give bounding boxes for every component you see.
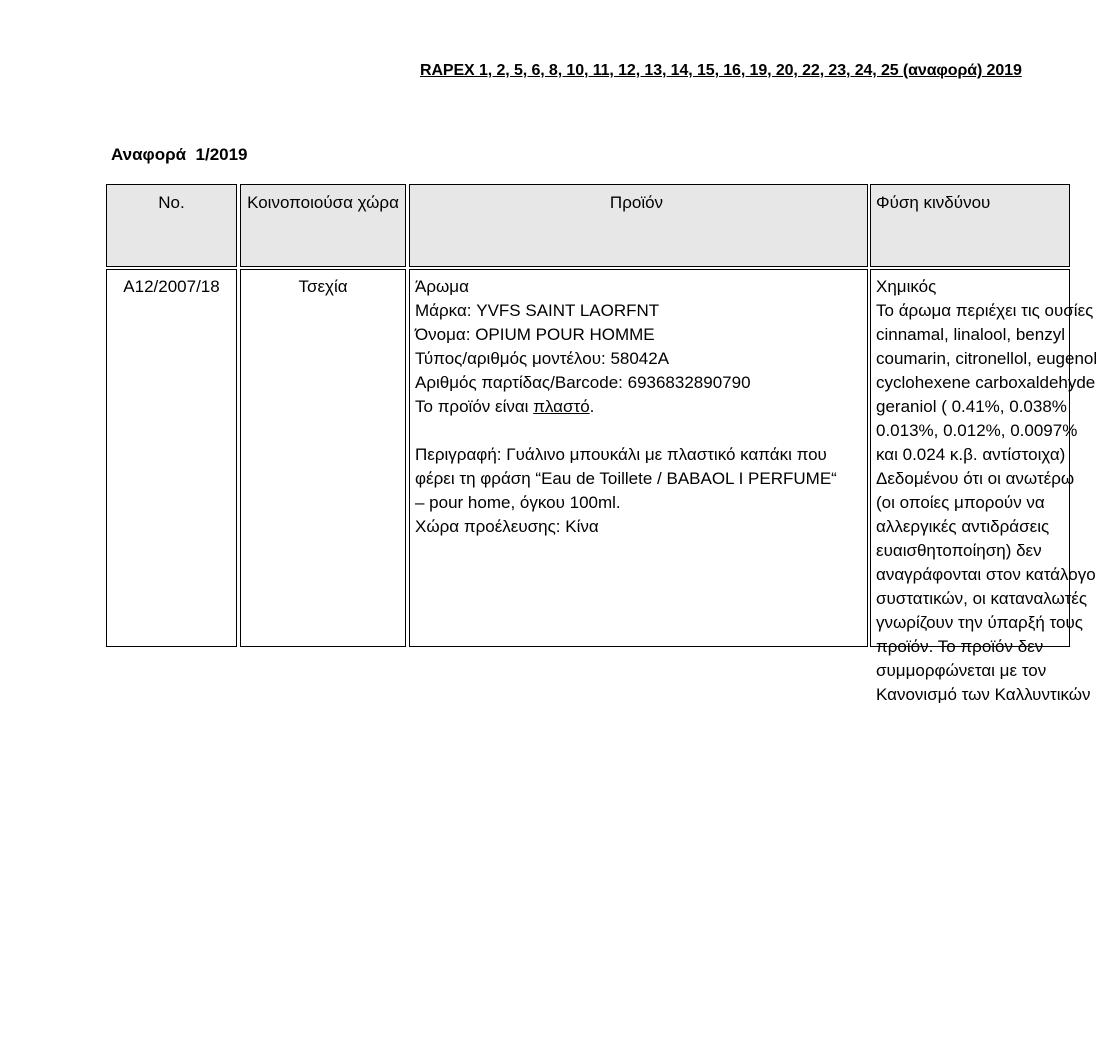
product-origin: Χώρα προέλευσης: Κίνα bbox=[415, 517, 599, 536]
risk-line: cyclohexene carboxaldehyde bbox=[876, 373, 1096, 392]
risk-line: συμμορφώνεται με τον bbox=[876, 661, 1047, 680]
risk-line: 0.013%, 0.012%, 0.0097% bbox=[876, 421, 1078, 440]
risk-line: ευαισθητοποίηση) δεν bbox=[876, 541, 1042, 560]
cell-no: A12/2007/18 bbox=[106, 269, 237, 647]
product-counterfeit-note bbox=[415, 395, 863, 419]
risk-line: geraniol ( 0.41%, 0.038% bbox=[876, 397, 1067, 416]
counterfeit-word: πλαστό bbox=[533, 397, 590, 416]
counterfeit-prefix: Το προϊόν είναι bbox=[415, 397, 534, 416]
risk-line: γνωρίζουν την ύπαρξή τους bbox=[876, 613, 1083, 632]
risk-line: συστατικών, οι καταναλωτές bbox=[876, 589, 1088, 608]
product-model: Τύπος/αριθμός μοντέλου: 58042A bbox=[415, 349, 670, 368]
cell-risk bbox=[870, 269, 1097, 704]
risk-line: Δεδομένου ότι οι ανωτέρω bbox=[876, 469, 1075, 488]
spacer bbox=[415, 419, 863, 443]
product-brand: Μάρκα: YVFS SAINT LAORFNT bbox=[415, 301, 660, 320]
risk-line: Κανονισμό των Καλλυντικών bbox=[876, 685, 1091, 704]
risk-line: Το άρωμα περιέχει τις ουσίες bbox=[876, 301, 1094, 320]
product-description-line-1: Περιγραφή: Γυάλινο μπουκάλι με πλαστικό καπάκι που bbox=[415, 445, 827, 464]
product-type: Άρωμα bbox=[415, 277, 469, 296]
risk-line: προϊόν. Το προϊόν δεν bbox=[876, 637, 1044, 656]
risk-line: cinnamal, linalool, benzyl bbox=[876, 325, 1065, 344]
cell-country: Τσεχία bbox=[240, 269, 406, 647]
product-name: Όνομα: OPIUM POUR HOMME bbox=[415, 325, 655, 344]
product-description-line-2: φέρει τη φράση “Eau de Toillete / BABAOL I PERFUME“ bbox=[415, 469, 837, 488]
document-title: RAPEX 1, 2, 5, 6, 8, 10, 11, 12, 13, 14, 15, 16, 19, 20, 22, 23, 24, 25 (αναφορά) 2019 bbox=[420, 62, 1022, 79]
product-barcode: Αριθμός παρτίδας/Barcode: 6936832890790 bbox=[415, 373, 751, 392]
cell-product bbox=[409, 269, 868, 647]
risk-line: Χημικός bbox=[876, 277, 937, 296]
risk-line: αναγράφονται στον κατάλογο bbox=[876, 565, 1096, 584]
risk-line: και 0.024 κ.β. αντίστοιχα) bbox=[876, 445, 1066, 464]
header-no: No. bbox=[106, 184, 237, 267]
header-notifying-country: Κοινοποιούσα χώρα bbox=[240, 184, 406, 267]
risk-line: (οι οποίες μπορούν να bbox=[876, 493, 1045, 512]
risk-line: αλλεργικές αντιδράσεις bbox=[876, 517, 1050, 536]
header-product: Προϊόν bbox=[409, 184, 868, 267]
risk-line: coumarin, citronellol, eugenol bbox=[876, 349, 1097, 368]
report-heading: Αναφορά 1/2019 bbox=[111, 145, 248, 164]
header-risk-type: Φύση κινδύνου bbox=[870, 184, 1070, 267]
product-description-line-3: – pour home, όγκου 100ml. bbox=[415, 493, 621, 512]
counterfeit-suffix: . bbox=[589, 397, 595, 416]
